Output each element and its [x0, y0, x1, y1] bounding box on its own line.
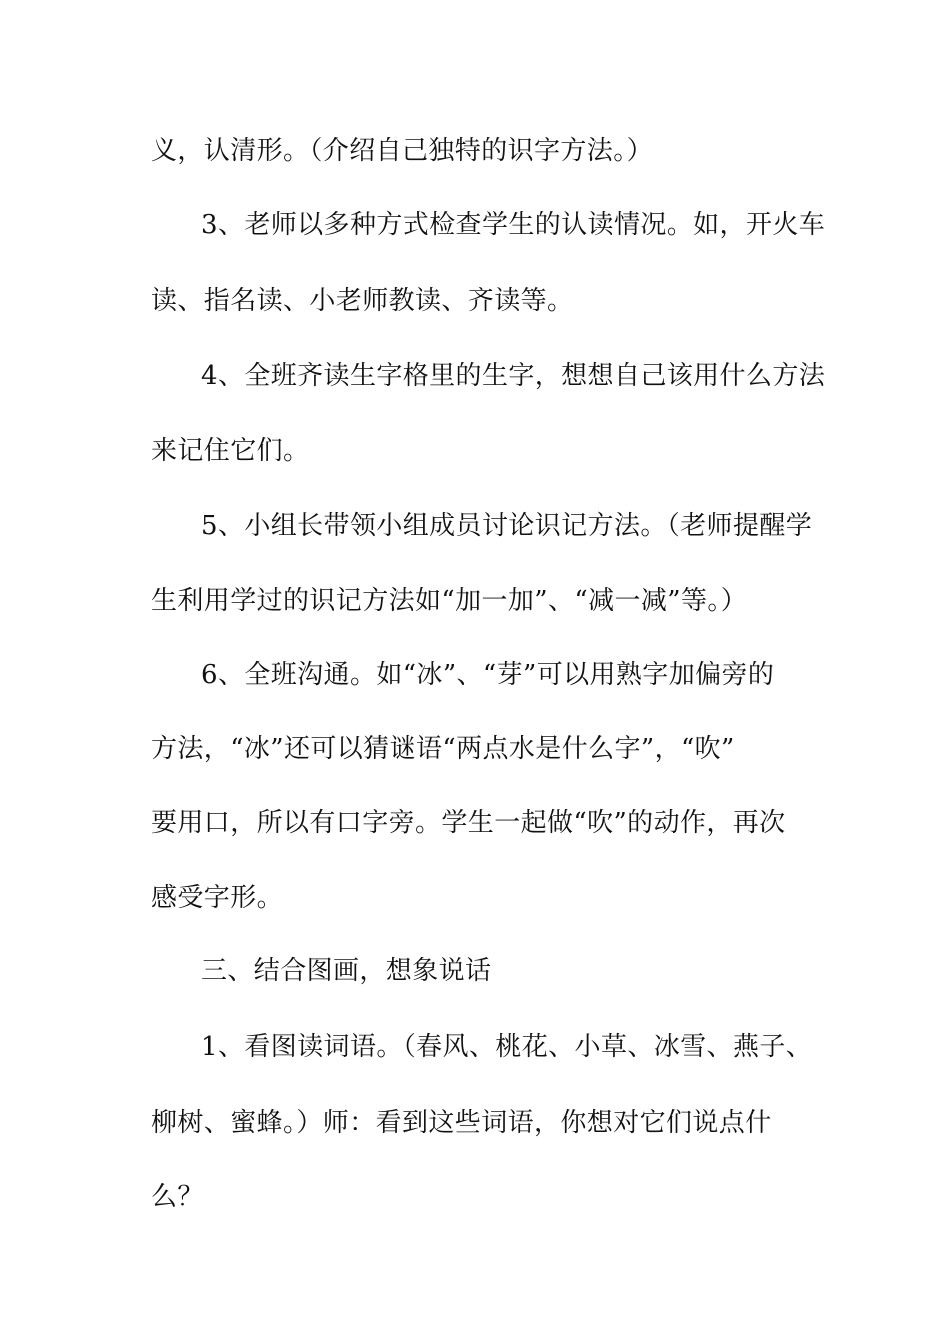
- text-line: [0, 131, 950, 171]
- line-text: 1、看图读词语。（春风、桃花、小草、冰雪、燕子、: [201, 1032, 813, 1062]
- text-line: [0, 581, 950, 621]
- text-line: [0, 205, 950, 245]
- line-text: 要用口，所以有口字旁。学生一起做“吹”的动作，再次: [151, 808, 786, 838]
- line-text: 么？: [151, 1182, 204, 1212]
- line-text: 方法，“冰”还可以猜谜语“两点水是什么字”，“吹”: [151, 734, 735, 764]
- text-line: [0, 431, 950, 471]
- text-line: [0, 1177, 950, 1217]
- text-line: [0, 506, 950, 546]
- text-line: [0, 655, 950, 695]
- text-line: [0, 729, 950, 769]
- line-text: 来记住它们。: [151, 436, 310, 466]
- text-line: [0, 1027, 950, 1067]
- line-text: 5、小组长带领小组成员讨论识记方法。（老师提醒学: [201, 511, 813, 541]
- line-text: 三、结合图画，想象说话: [201, 956, 492, 986]
- line-text: 生利用学过的识记方法如“加一加”、“减一减”等。）: [151, 586, 748, 616]
- text-line: [0, 878, 950, 918]
- line-text: 6、全班沟通。如“冰”、“芽”可以用熟字加偏旁的: [201, 660, 775, 690]
- line-text: 4、全班齐读生字格里的生字，想想自己该用什么方法: [201, 361, 826, 391]
- line-text: 3、老师以多种方式检查学生的认读情况。如，开火车: [201, 210, 826, 240]
- line-text: 义，认清形。（介绍自己独特的识字方法。）: [151, 136, 654, 166]
- text-line: [0, 1103, 950, 1143]
- line-text: 柳树、蜜蜂。）师：看到这些词语，你想对它们说点什: [151, 1108, 772, 1138]
- section-heading: [0, 951, 950, 991]
- line-text: 读、指名读、小老师教读、齐读等。: [151, 286, 574, 316]
- text-line: [0, 356, 950, 396]
- line-text: 感受字形。: [151, 883, 284, 913]
- text-line: [0, 281, 950, 321]
- text-line: [0, 803, 950, 843]
